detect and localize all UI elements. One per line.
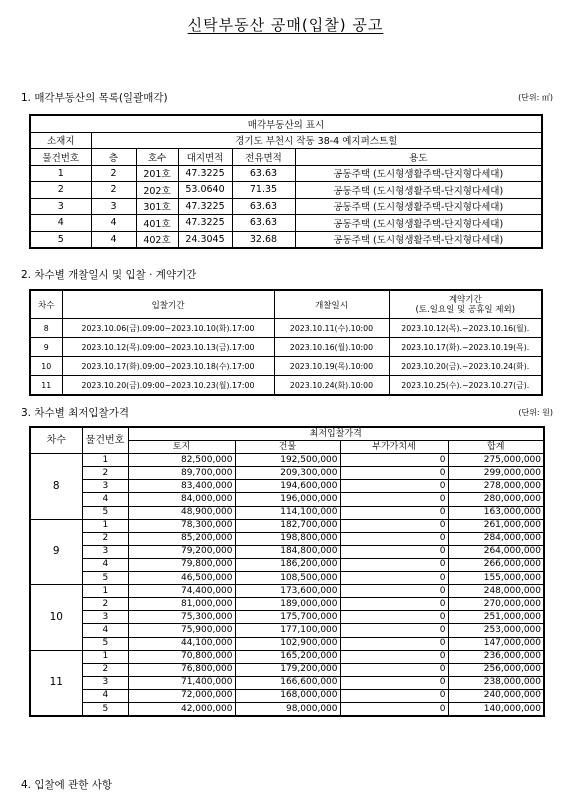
table-cell: 1 — [82, 650, 128, 663]
table-cell: 3 — [82, 676, 128, 689]
table-cell: 284,000,000 — [448, 532, 544, 545]
table-cell: 155,000,000 — [448, 572, 544, 585]
table-cell: 75,900,000 — [128, 624, 235, 637]
table-cell: 2 — [82, 598, 128, 611]
location-value: 경기도 부천시 작동 38-4 예지퍼스트힐 — [91, 132, 542, 149]
table-row — [30, 182, 542, 199]
section4-heading: 4. 입찰에 관한 사항 — [21, 779, 113, 791]
table-cell: 2 — [91, 182, 136, 199]
table-cell: 261,000,000 — [448, 519, 544, 532]
table-row — [30, 454, 544, 467]
table-cell: 2023.10.12(목).~2023.10.16(월). — [389, 319, 542, 338]
table-cell: 82,500,000 — [128, 454, 235, 467]
table-cell: 0 — [340, 454, 448, 467]
section3-unit: (단위: 원) — [518, 408, 553, 417]
table-cell: 0 — [340, 467, 448, 480]
schedule-table — [29, 289, 543, 396]
table-cell: 3 — [82, 611, 128, 624]
section3-heading: 3. 차수별 최저입찰가격 — [21, 407, 129, 419]
round-cell: 11 — [30, 650, 82, 716]
table-row — [30, 545, 544, 558]
table-cell: 79,200,000 — [128, 545, 235, 558]
table-cell: 2023.10.17(화).~2023.10.19(목). — [389, 338, 542, 357]
table-cell: 194,600,000 — [235, 480, 340, 493]
table-cell: 253,000,000 — [448, 624, 544, 637]
table-cell: 201호 — [136, 165, 178, 182]
table-cell: 83,400,000 — [128, 480, 235, 493]
table-cell: 46,500,000 — [128, 572, 235, 585]
table-cell: 47.3225 — [178, 215, 232, 232]
table-cell: 2023.10.12(목).09:00~2023.10.13(금).17:00 — [62, 338, 274, 357]
table-cell: 168,000,000 — [235, 689, 340, 702]
table-cell: 71,400,000 — [128, 676, 235, 689]
table-cell: 264,000,000 — [448, 545, 544, 558]
table-cell: 2023.10.17(화).09:00~2023.10.18(수).17:00 — [62, 357, 274, 376]
table-row — [30, 689, 544, 702]
table-cell: 2023.10.24(화).10:00 — [274, 376, 389, 396]
table-cell: 236,000,000 — [448, 650, 544, 663]
table-cell: 0 — [340, 702, 448, 716]
table-cell: 공동주택 (도시형생활주택-단지형다세대) — [295, 182, 542, 199]
table-cell: 32.68 — [232, 231, 295, 248]
table-cell: 47.3225 — [178, 165, 232, 182]
table-cell: 301호 — [136, 198, 178, 215]
table-cell: 0 — [340, 650, 448, 663]
table-cell: 2023.10.19(목).10:00 — [274, 357, 389, 376]
table-cell: 81,000,000 — [128, 598, 235, 611]
table-cell: 192,500,000 — [235, 454, 340, 467]
table-row — [30, 376, 542, 396]
col-header: 층 — [91, 149, 136, 166]
table-cell: 275,000,000 — [448, 454, 544, 467]
round-cell: 10 — [30, 585, 82, 650]
table-row — [30, 480, 544, 493]
table-cell: 4 — [82, 624, 128, 637]
section1-heading: 1. 매각부동산의 목록(일괄매각) — [21, 92, 168, 104]
table-cell: 2023.10.16(월).10:00 — [274, 338, 389, 357]
col-header: 전유면적 — [232, 149, 295, 166]
table-cell: 114,100,000 — [235, 506, 340, 519]
table-cell: 1 — [82, 454, 128, 467]
table-row — [30, 215, 542, 232]
table-cell: 71.35 — [232, 182, 295, 199]
table-row — [30, 165, 542, 182]
table-cell: 5 — [82, 702, 128, 716]
table-cell: 238,000,000 — [448, 676, 544, 689]
table-cell: 240,000,000 — [448, 689, 544, 702]
table-cell: 2 — [82, 467, 128, 480]
table-cell: 공동주택 (도시형생활주택-단지형다세대) — [295, 165, 542, 182]
table-cell: 5 — [82, 506, 128, 519]
table-cell: 299,000,000 — [448, 467, 544, 480]
col-header: 호수 — [136, 149, 178, 166]
table-row — [30, 506, 544, 519]
table-row — [30, 338, 542, 357]
table-cell: 72,000,000 — [128, 689, 235, 702]
table-row — [30, 357, 542, 376]
table-cell: 2 — [82, 532, 128, 545]
table-cell: 0 — [340, 558, 448, 571]
round-cell: 8 — [30, 454, 82, 519]
table-cell: 102,900,000 — [235, 637, 340, 650]
property-list-table — [29, 114, 543, 249]
table-cell: 48,900,000 — [128, 506, 235, 519]
col-header: 합계 — [448, 441, 544, 454]
table-cell: 4 — [82, 558, 128, 571]
table-cell: 0 — [340, 493, 448, 506]
table-cell: 0 — [340, 689, 448, 702]
col-header: 용도 — [295, 149, 542, 166]
table-cell: 3 — [91, 198, 136, 215]
table-cell: 74,400,000 — [128, 585, 235, 598]
table-cell: 9 — [30, 338, 62, 357]
table-cell: 198,800,000 — [235, 532, 340, 545]
table-row — [30, 702, 544, 716]
table-cell: 266,000,000 — [448, 558, 544, 571]
table-cell: 140,000,000 — [448, 702, 544, 716]
table-cell: 63.63 — [232, 165, 295, 182]
table-cell: 3 — [82, 545, 128, 558]
table-cell: 179,200,000 — [235, 663, 340, 676]
table-cell: 3 — [82, 480, 128, 493]
table-cell: 270,000,000 — [448, 598, 544, 611]
table-cell: 8 — [30, 319, 62, 338]
table-row — [30, 572, 544, 585]
col-header: 토지 — [128, 441, 235, 454]
table-cell: 0 — [340, 572, 448, 585]
col-header: 물건번호 — [82, 427, 128, 454]
table-row — [30, 611, 544, 624]
table-cell: 278,000,000 — [448, 480, 544, 493]
col-header: 건물 — [235, 441, 340, 454]
table-cell: 2023.10.20(금).~2023.10.24(화). — [389, 357, 542, 376]
section1-unit: (단위: ㎡) — [518, 93, 553, 102]
table-cell: 182,700,000 — [235, 519, 340, 532]
table-cell: 108,500,000 — [235, 572, 340, 585]
table-row — [30, 598, 544, 611]
table-cell: 196,000,000 — [235, 493, 340, 506]
table-cell: 177,100,000 — [235, 624, 340, 637]
col-header: 최저입찰가격 — [128, 427, 544, 441]
table-cell: 0 — [340, 480, 448, 493]
table-cell: 공동주택 (도시형생활주택-단지형다세대) — [295, 231, 542, 248]
table-cell: 0 — [340, 598, 448, 611]
table-cell: 248,000,000 — [448, 585, 544, 598]
table-cell: 11 — [30, 376, 62, 396]
table-cell: 0 — [340, 663, 448, 676]
table-cell: 147,000,000 — [448, 637, 544, 650]
round-cell: 9 — [30, 519, 82, 584]
table-cell: 5 — [30, 231, 91, 248]
table-row — [30, 493, 544, 506]
table-cell: 2 — [30, 182, 91, 199]
table-cell: 0 — [340, 637, 448, 650]
contract-period-label: 계약기간 — [448, 294, 482, 305]
table-cell: 2023.10.06(금).09:00~2023.10.10(화).17:00 — [62, 319, 274, 338]
table-cell: 98,000,000 — [235, 702, 340, 716]
table-cell: 1 — [30, 165, 91, 182]
table-row — [30, 624, 544, 637]
table-cell: 4 — [30, 215, 91, 232]
table-cell: 0 — [340, 611, 448, 624]
table-row — [30, 663, 544, 676]
table-cell: 4 — [82, 689, 128, 702]
table-cell: 2023.10.11(수).10:00 — [274, 319, 389, 338]
table-cell: 70,800,000 — [128, 650, 235, 663]
table-row — [30, 198, 542, 215]
col-header: 대지면적 — [178, 149, 232, 166]
table-cell: 2023.10.25(수).~2023.10.27(금). — [389, 376, 542, 396]
table-cell: 4 — [91, 231, 136, 248]
table-cell: 2023.10.20(금).09:00~2023.10.23(월).17:00 — [62, 376, 274, 396]
table-cell: 79,800,000 — [128, 558, 235, 571]
table-cell: 89,700,000 — [128, 467, 235, 480]
table-cell: 175,700,000 — [235, 611, 340, 624]
table-row — [30, 231, 542, 248]
table-cell: 280,000,000 — [448, 493, 544, 506]
price-table — [29, 426, 545, 717]
table-cell: 401호 — [136, 215, 178, 232]
table-cell: 1 — [82, 519, 128, 532]
table-cell: 4 — [82, 493, 128, 506]
table-cell: 78,300,000 — [128, 519, 235, 532]
section2-heading: 2. 차수별 개찰일시 및 입찰 · 계약기간 — [21, 269, 197, 281]
table-cell: 5 — [82, 572, 128, 585]
location-label: 소재지 — [30, 132, 91, 149]
table-cell: 10 — [30, 357, 62, 376]
table-cell: 0 — [340, 676, 448, 689]
table-row — [30, 467, 544, 480]
table-cell: 173,600,000 — [235, 585, 340, 598]
table-row — [30, 319, 542, 338]
col-header: 부가가치세 — [340, 441, 448, 454]
table-cell: 63.63 — [232, 215, 295, 232]
col-header: 물건번호 — [30, 149, 91, 166]
table-row — [30, 532, 544, 545]
table-cell: 184,800,000 — [235, 545, 340, 558]
table-cell: 75,300,000 — [128, 611, 235, 624]
page-title: 신탁부동산 공매(입찰) 공고 — [187, 16, 384, 34]
table-cell: 3 — [30, 198, 91, 215]
table-cell: 256,000,000 — [448, 663, 544, 676]
table-cell: 0 — [340, 624, 448, 637]
table-row — [30, 637, 544, 650]
table-row — [30, 676, 544, 689]
table-cell: 0 — [340, 545, 448, 558]
table-cell: 24.3045 — [178, 231, 232, 248]
table-row — [30, 585, 544, 598]
table-row — [30, 650, 544, 663]
table-cell: 0 — [340, 585, 448, 598]
table-cell: 5 — [82, 637, 128, 650]
table-cell: 42,000,000 — [128, 702, 235, 716]
table-row — [30, 519, 544, 532]
table-cell: 2 — [82, 663, 128, 676]
col-header: 차수 — [30, 427, 82, 454]
table-cell: 402호 — [136, 231, 178, 248]
table-cell: 4 — [91, 215, 136, 232]
table-cell: 47.3225 — [178, 198, 232, 215]
col-header: 입찰기간 — [62, 290, 274, 319]
col-header: 개찰일시 — [274, 290, 389, 319]
table-cell: 0 — [340, 506, 448, 519]
table-cell: 186,200,000 — [235, 558, 340, 571]
table-cell: 63.63 — [232, 198, 295, 215]
table-cell: 166,600,000 — [235, 676, 340, 689]
table-cell: 0 — [340, 519, 448, 532]
table-cell: 189,000,000 — [235, 598, 340, 611]
col-header — [389, 290, 542, 319]
table-cell: 공동주택 (도시형생활주택-단지형다세대) — [295, 215, 542, 232]
contract-period-note: (토.일요일 및 공휴일 제외) — [415, 304, 516, 315]
table-cell: 53.0640 — [178, 182, 232, 199]
table-cell: 84,000,000 — [128, 493, 235, 506]
table-cell: 2 — [91, 165, 136, 182]
table-cell: 76,800,000 — [128, 663, 235, 676]
table-cell: 1 — [82, 585, 128, 598]
table-cell: 163,000,000 — [448, 506, 544, 519]
table-row — [30, 558, 544, 571]
table-cell: 251,000,000 — [448, 611, 544, 624]
table-cell: 202호 — [136, 182, 178, 199]
table-cell: 85,200,000 — [128, 532, 235, 545]
table-cell: 0 — [340, 532, 448, 545]
col-header: 차수 — [30, 290, 62, 319]
table-title: 매각부동산의 표시 — [30, 115, 542, 132]
table-cell: 44,100,000 — [128, 637, 235, 650]
table-cell: 공동주택 (도시형생활주택-단지형다세대) — [295, 198, 542, 215]
table-cell: 209,300,000 — [235, 467, 340, 480]
table-cell: 165,200,000 — [235, 650, 340, 663]
